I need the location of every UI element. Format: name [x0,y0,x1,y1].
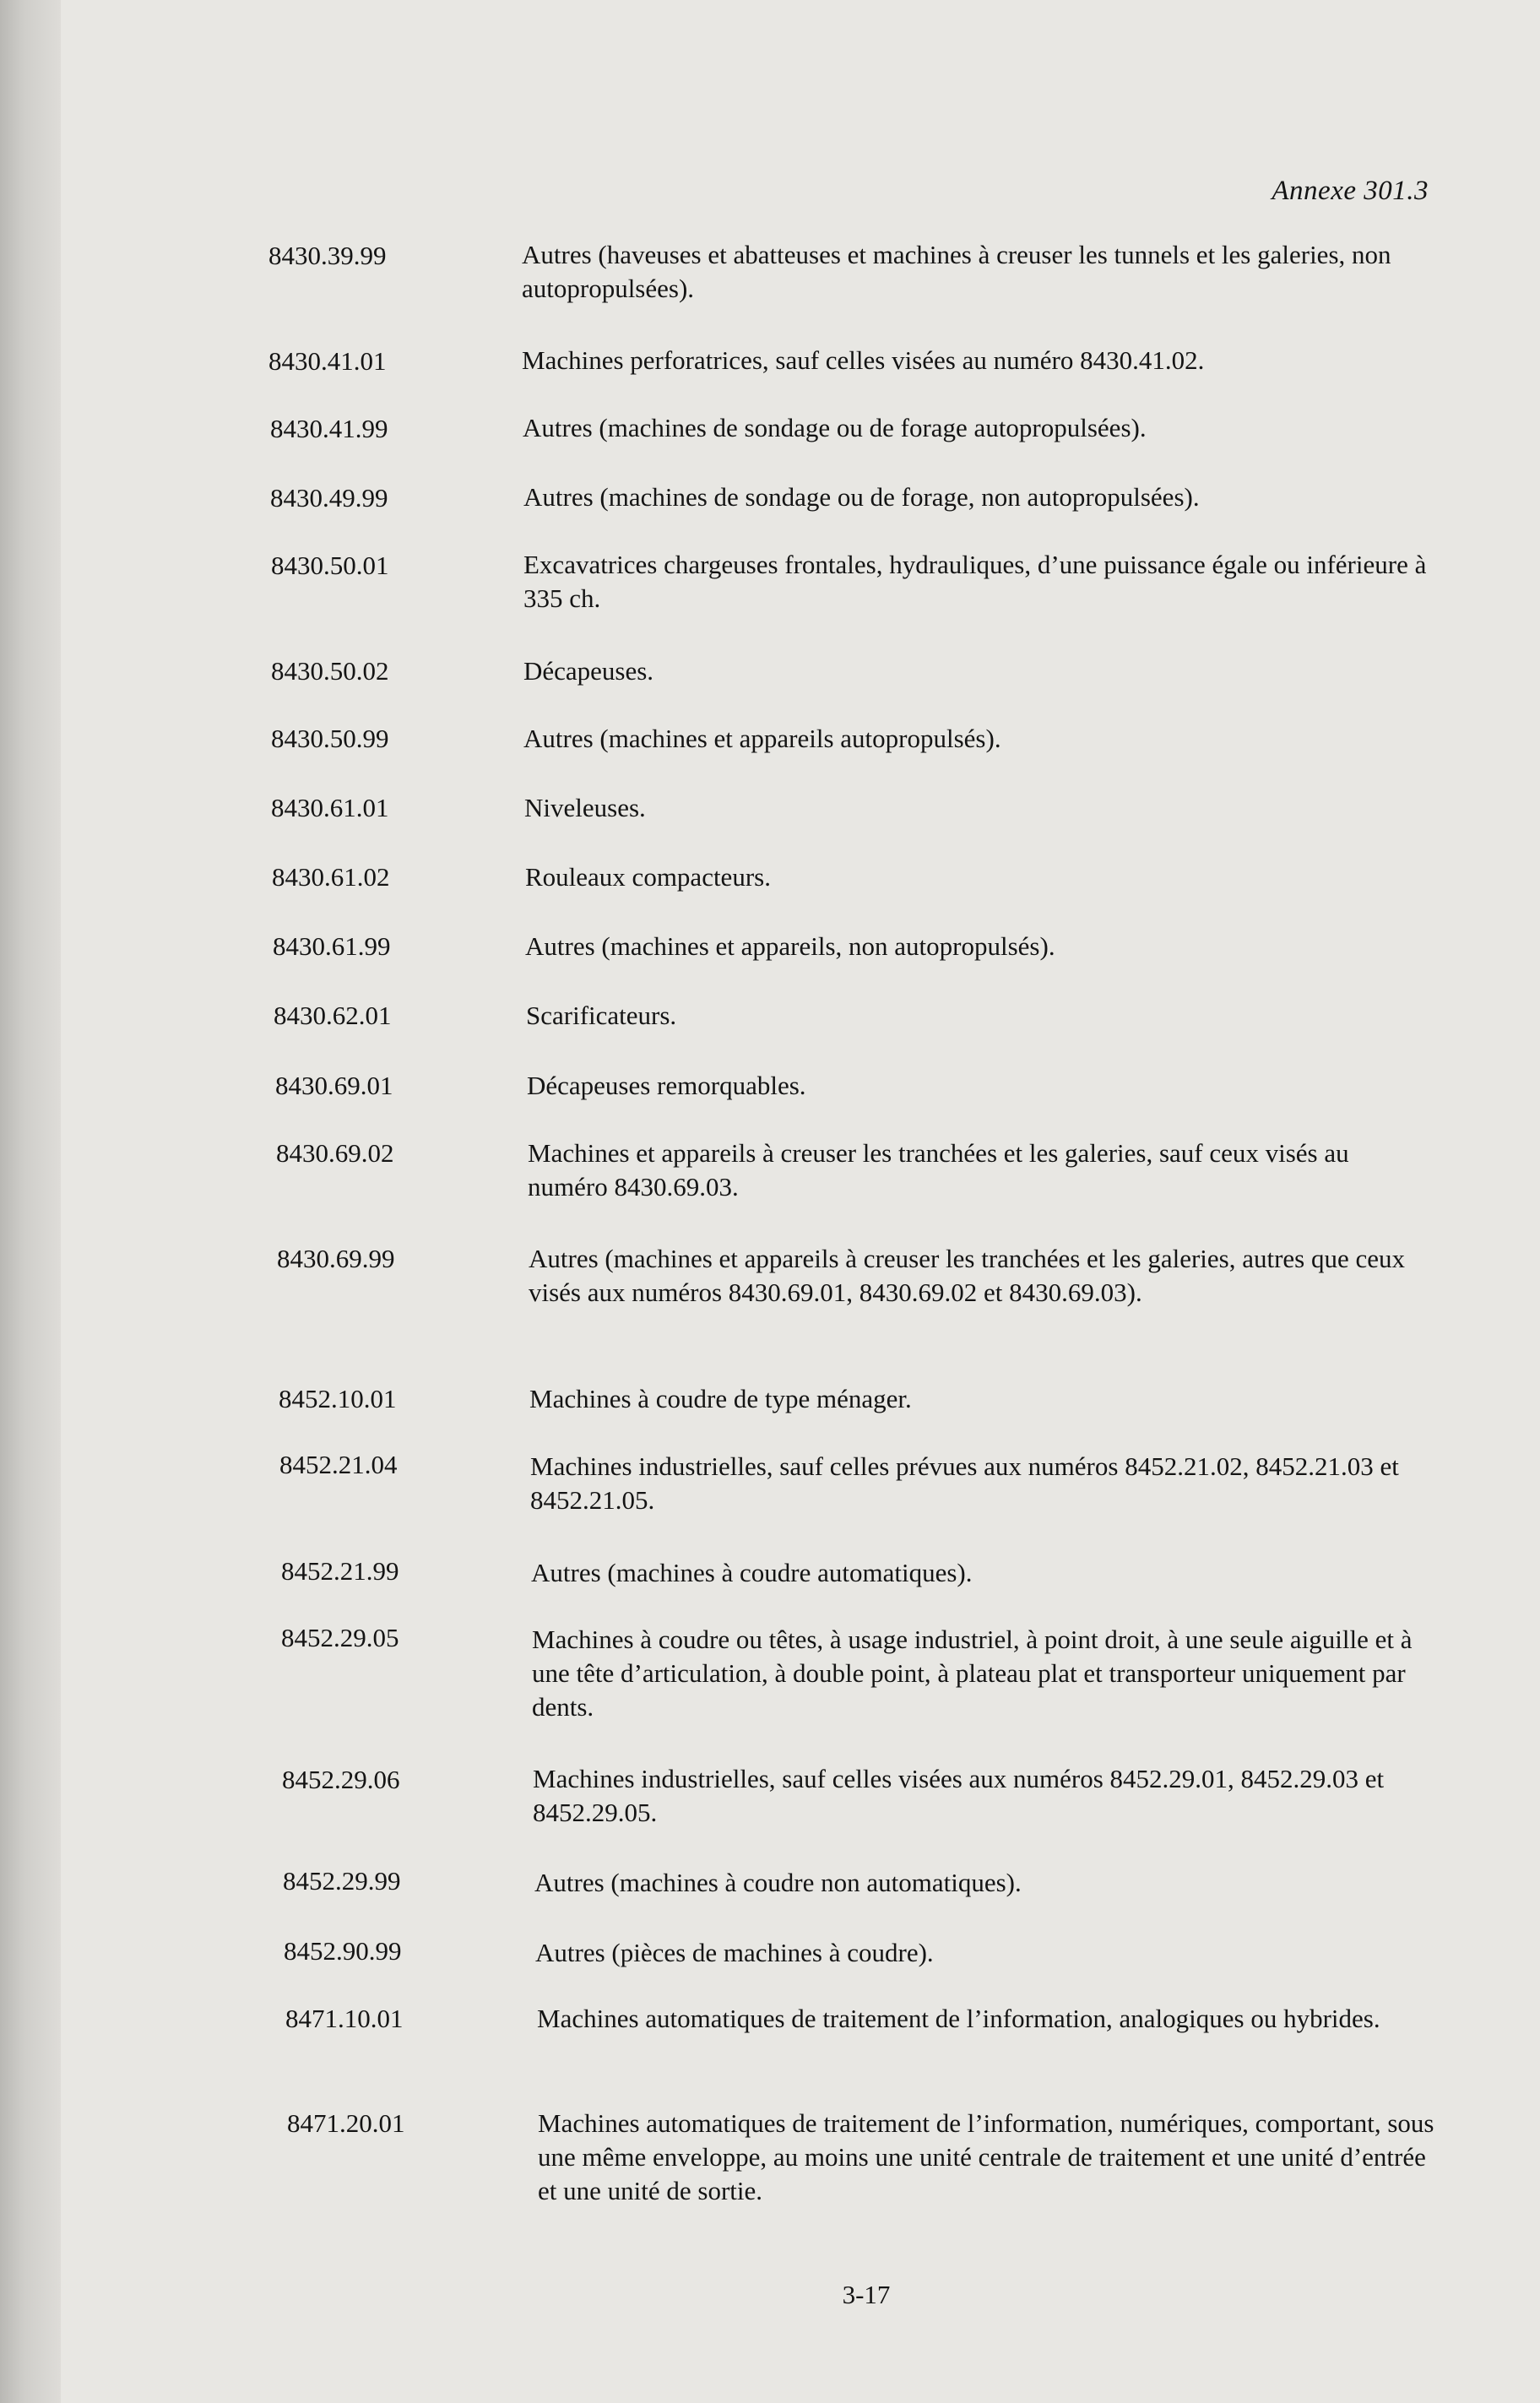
tariff-code: 8430.41.01 [268,346,387,376]
tariff-description: Autres (machines et appareils à creuser les tranchées et les galeries, autres que ceux visés aux numéros 8430.69.01, 8430.69.02 et 8430.69.03). [529,1244,1406,1307]
tariff-code: 8452.29.99 [283,1866,401,1896]
tariff-description: Autres (haveuses et abatteuses et machines à creuser les tunnels et les galeries, non autopropulsées). [522,240,1391,303]
tariff-code: 8471.10.01 [285,2004,404,2033]
tariff-code: 8430.69.99 [277,1244,395,1273]
tariff-code: 8430.69.02 [276,1138,394,1168]
tariff-code: 8452.10.01 [279,1384,397,1413]
tariff-description: Machines à coudre de type ménager. [529,1384,912,1413]
tariff-code: 8471.20.01 [287,2108,405,2138]
tariff-description: Autres (machines de sondage ou de forage, non autopropulsées). [523,482,1200,512]
tariff-code: 8430.41.99 [270,414,388,443]
tariff-code: 8430.62.01 [274,1001,392,1030]
tariff-description: Machines perforatrices, sauf celles visées au numéro 8430.41.02. [522,345,1205,375]
tariff-code: 8430.50.02 [271,656,389,686]
tariff-code: 8430.69.01 [275,1071,393,1100]
tariff-code: 8430.61.01 [271,793,389,822]
tariff-description: Machines automatiques de traitement de l’information, numériques, comportant, sous une même enveloppe, au moins une unité centrale de traitement et une unité d’entrée et une unité de sortie. [538,2108,1434,2205]
tariff-code: 8452.29.06 [282,1765,400,1794]
tariff-code: 8452.29.05 [281,1623,399,1652]
tariff-description: Autres (machines à coudre automatiques). [531,1558,973,1587]
tariff-description: Autres (machines et appareils, non autopropulsés). [525,931,1055,961]
tariff-description: Autres (machines et appareils autopropulsés). [523,724,1001,753]
tariff-description: Autres (pièces de machines à coudre). [535,1938,934,1967]
tariff-code: 8452.90.99 [284,1936,402,1966]
tariff-description: Rouleaux compacteurs. [525,862,771,892]
tariff-description: Niveleuses. [524,793,646,822]
tariff-code: 8452.21.04 [279,1450,398,1479]
tariff-code: 8430.39.99 [268,241,387,270]
tariff-code: 8430.61.02 [272,862,390,892]
tariff-description: Excavatrices chargeuses frontales, hydrauliques, d’une puissance égale ou inférieure à 335 ch. [523,550,1427,613]
tariff-description: Scarificateurs. [526,1001,677,1030]
tariff-description: Autres (machines à coudre non automatiques). [534,1868,1022,1897]
tariff-description: Machines automatiques de traitement de l’information, analogiques ou hybrides. [537,2004,1380,2033]
tariff-code: 8430.50.99 [271,724,389,753]
page-number: 3-17 [842,2280,891,2309]
tariff-description: Machines à coudre ou têtes, à usage industriel, à point droit, à une seule aiguille et à une tête d’articulation, à double point, à plateau plat et transporteur uniquement par dents. [532,1625,1413,1722]
tariff-description: Machines et appareils à creuser les tranchées et les galeries, sauf ceux visés au numéro 8430.69.03. [528,1138,1349,1202]
tariff-description: Machines industrielles, sauf celles visées aux numéros 8452.29.01, 8452.29.03 et 8452.29.05. [533,1764,1385,1827]
tariff-description: Décapeuses remorquables. [527,1071,806,1100]
tariff-description: Décapeuses. [523,656,654,686]
tariff-description: Machines industrielles, sauf celles prévues aux numéros 8452.21.02, 8452.21.03 et 8452.21.05. [530,1451,1399,1515]
tariff-code: 8430.50.01 [271,551,389,580]
tariff-code: 8430.49.99 [270,483,388,513]
annex-header: Annexe 301.3 [1272,176,1429,206]
tariff-code: 8430.61.99 [273,931,391,961]
tariff-description: Autres (machines de sondage ou de forage autopropulsées). [523,413,1147,442]
page-footer [0,2280,1540,2310]
tariff-code: 8452.21.99 [281,1556,399,1586]
